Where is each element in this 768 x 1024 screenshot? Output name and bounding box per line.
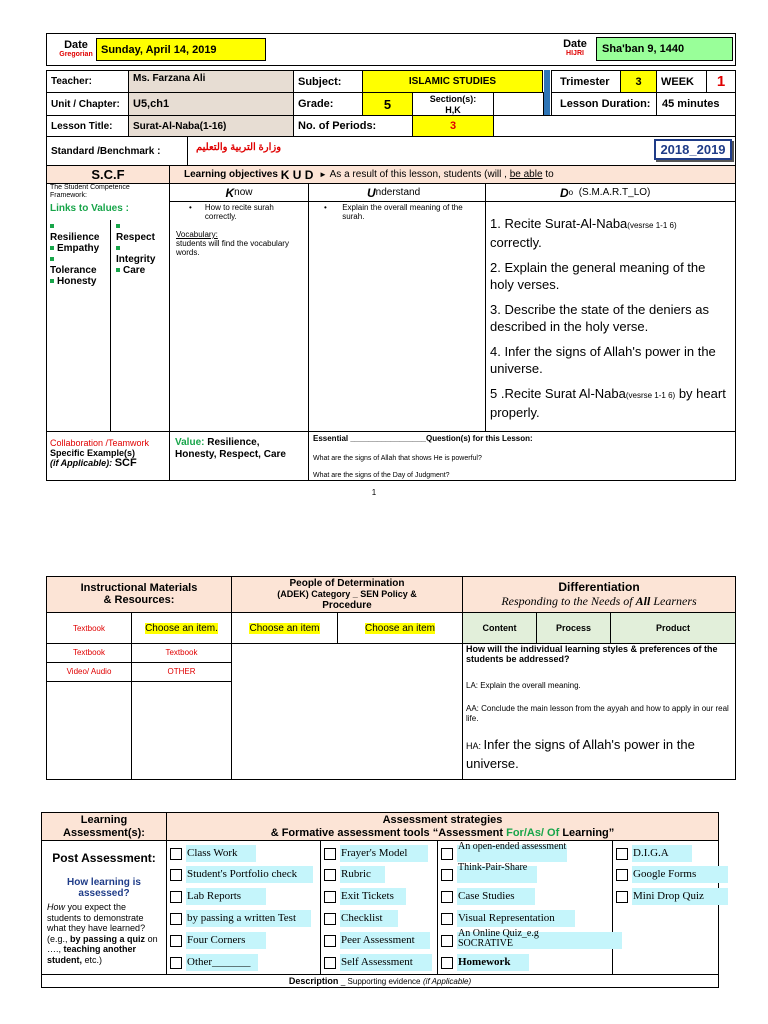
values-col2: Respect Integrity Care <box>116 221 155 276</box>
do-item: 5 .Recite Surat Al-Naba(vesrse 1-1 6) by heart properly. <box>490 386 726 420</box>
material-textbook: Textbook <box>46 612 132 644</box>
pod-dropdown-2[interactable]: Choose an item <box>337 612 463 644</box>
assessment-option-label: An open-ended assessment <box>458 841 567 852</box>
assessment-option-label: Other_______ <box>187 956 251 968</box>
assessment-checkbox[interactable] <box>324 957 336 969</box>
assessment-checkbox[interactable] <box>441 935 453 947</box>
assessment-checkbox[interactable] <box>170 913 182 925</box>
assessment-option-label: Lab Reports <box>187 890 242 902</box>
assessment-option-label: Checklist <box>341 912 383 924</box>
material-col1-items: Textbook Video/ Audio <box>66 648 112 676</box>
unit-field[interactable]: U5,ch1 <box>128 92 294 116</box>
assessment-checkbox[interactable] <box>441 869 453 881</box>
diff-product: Product <box>610 612 736 644</box>
assessment-option-label: Visual Representation <box>458 912 555 924</box>
assessment-checkbox[interactable] <box>324 891 336 903</box>
grade-label: Grade: <box>293 92 363 116</box>
essential-question-label: Essential _________________Question(s) for this Lesson: <box>313 434 533 443</box>
gregorian-date-label: Date Gregorian <box>59 39 93 58</box>
assessment-checkbox[interactable] <box>170 957 182 969</box>
duration-label: Lesson Duration: <box>551 92 657 116</box>
assessment-checkbox[interactable] <box>170 935 182 947</box>
essential-q2: What are the signs of the Day of Judgment? <box>313 472 450 479</box>
diff-how-question: How will the individual learning styles & preferences of the students be addressed? <box>466 644 718 664</box>
links-to-values: Links to Values : <box>50 203 129 214</box>
assessment-checkbox[interactable] <box>441 891 453 903</box>
assessment-option-label: An Online Quiz_e.g SOCRATIVE <box>458 928 539 949</box>
gregorian-date-field[interactable]: Sunday, April 14, 2019 <box>96 38 266 61</box>
diff-process: Process <box>536 612 611 644</box>
assessment-option-label: Exit Tickets <box>341 890 394 902</box>
assessment-checkbox[interactable] <box>616 848 628 860</box>
diff-la: LA: Explain the overall meaning. <box>466 681 581 690</box>
assessment-checkbox[interactable] <box>324 869 336 881</box>
lesson-title-extra <box>493 115 736 137</box>
assessment-checkbox[interactable] <box>170 848 182 860</box>
assessment-option-label: Homework <box>458 956 511 968</box>
assessment-checkbox[interactable] <box>170 891 182 903</box>
assessment-option-label: Student's Portfolio check <box>187 868 298 880</box>
post-assessment-label: Post Assessment: <box>52 851 156 865</box>
assessment-strategies-header: Assessment strategies & Formative assessment tools “Assessment For/As/ Of Learning” <box>166 812 719 841</box>
assessment-option-label: Google Forms <box>633 868 697 880</box>
materials-col1-rule <box>46 662 132 663</box>
academic-year-box: 2018_2019 <box>654 139 732 160</box>
page-number: 1 <box>371 488 377 497</box>
assessment-checkbox[interactable] <box>324 935 336 947</box>
assessment-checkbox[interactable] <box>441 913 453 925</box>
trimester-label: Trimester <box>551 70 621 93</box>
subject-field[interactable]: ISLAMIC STUDIES <box>362 70 543 93</box>
learning-assessment-header: Learning Assessment(s): <box>41 812 167 841</box>
diff-header: Differentiation Responding to the Needs of All Learners <box>462 576 736 613</box>
assessment-checkbox[interactable] <box>616 891 628 903</box>
lesson-title-label: Lesson Title: <box>46 115 129 137</box>
week-field[interactable]: 1 <box>706 70 736 93</box>
pod-header: People of Determination (ADEK) Category _ SEN Policy & Procedure <box>231 576 463 613</box>
do-item: 1. Recite Surat-Al-Naba(vesrse 1-1 6) correctly. <box>490 216 677 250</box>
essential-q1: What are the signs of Allah that shows He is powerful? <box>313 455 482 462</box>
do-item: 3. Describe the state of the deniers as described in the holy verse. <box>490 302 709 334</box>
standard-label: Standard /Benchmark : <box>46 136 188 166</box>
how-assessed-text: How you expect the students to demonstrate what they have learned? (e.g., by passing a quiz on …., teaching another student, etc.) <box>47 902 158 965</box>
assessment-option-label: Frayer's Model <box>341 847 408 859</box>
assessment-checkbox[interactable] <box>616 869 628 881</box>
collab-text: Collaboration /Teamwork Specific Example(s) (if Applicable): SCF <box>50 438 150 469</box>
materials-col2-rule <box>131 662 232 663</box>
value-cell: Value: Resilience, Honesty, Respect, Care <box>169 431 309 481</box>
grade-field[interactable]: 5 <box>362 92 413 116</box>
teacher-label: Teacher: <box>46 70 129 93</box>
how-assessed-label: How learning is assessed? <box>67 877 141 899</box>
assessment-checkbox[interactable] <box>324 848 336 860</box>
tools-divider-2 <box>437 840 438 975</box>
hijri-date-label: Date HIJRI <box>563 38 587 57</box>
materials-dropdown-1[interactable]: Choose an item. <box>131 612 232 644</box>
materials-header: Instructional Materials & Resources: <box>46 576 232 613</box>
assessment-option-label: Four Corners <box>187 934 246 946</box>
diff-aa: AA: Conclude the main lesson from the ayyah and how to apply in our real life. <box>466 704 729 723</box>
scf-header: S.C.F <box>46 165 170 184</box>
assessment-option-label: D.I.G.A <box>633 847 669 859</box>
tools-divider-3 <box>612 840 613 975</box>
understand-header: U nderstand <box>308 183 486 202</box>
unit-label: Unit / Chapter: <box>46 92 129 116</box>
teacher-field[interactable]: Ms. Farzana Ali <box>128 70 294 93</box>
trimester-field[interactable]: 3 <box>620 70 657 93</box>
pod-dropdown-1[interactable]: Choose an item <box>231 612 338 644</box>
assessment-checkbox[interactable] <box>324 913 336 925</box>
diff-ha: HA: Infer the signs of Allah's power in the universe. <box>466 737 695 771</box>
know-header: K now <box>169 183 309 202</box>
assessment-option-label: Think-Pair-Share <box>458 862 528 873</box>
week-label: WEEK <box>656 70 707 93</box>
pod-body[interactable] <box>231 643 463 780</box>
hijri-date-field[interactable]: Sha'ban 9, 1440 <box>596 37 733 61</box>
sections-extra-field[interactable] <box>493 92 544 116</box>
do-objectives <box>490 215 730 421</box>
ministry-text: وزارة التربية والتعليم <box>196 142 282 153</box>
material-col2-items: Textbook OTHER <box>165 648 198 676</box>
diff-content: Content <box>462 612 537 644</box>
know-bullet: • How to recite surah correctly. Vocabulary: students will find the vocabulary words. <box>176 203 289 257</box>
duration-field[interactable]: 45 minutes <box>656 92 736 116</box>
assessment-option-label: Class Work <box>187 847 238 859</box>
assessment-option-label: Case Studies <box>458 890 515 902</box>
assessment-option-label: Rubric <box>341 868 371 880</box>
assessment-checkbox[interactable] <box>441 848 453 860</box>
values-col1: Resilience Empathy Tolerance Honesty <box>50 221 99 287</box>
assessment-checkbox[interactable] <box>441 957 453 969</box>
understand-cell[interactable] <box>308 201 486 432</box>
do-item: 2. Explain the general meaning of the holy verses. <box>490 260 706 292</box>
lesson-title-field[interactable]: Surat-Al-Naba(1-16) <box>128 115 294 137</box>
sections-label: Section(s): H,K <box>412 92 494 116</box>
blue-divider <box>544 70 550 115</box>
periods-label: No. of Periods: <box>293 115 413 137</box>
understand-bullet: • Explain the overall meaning of the surah. <box>324 203 463 221</box>
do-item: 4. Infer the signs of Allah's power in the universe. <box>490 344 716 376</box>
scf-column-divider <box>110 220 111 432</box>
assessment-option-label: Peer Assessment <box>341 934 415 946</box>
assessment-option-label: Self Assessment <box>341 956 413 968</box>
subject-label: Subject: <box>293 70 363 93</box>
competence-text: The Student Competence Framework: <box>50 184 130 199</box>
description-row: Description _ Supporting evidence (if Applicable) <box>41 974 719 988</box>
objectives-header: Learning objectives K U D ► As a result of this lesson, students (will , be able to <box>169 165 736 184</box>
tools-divider-1 <box>320 840 321 975</box>
do-header: D o (S.M.A.R.T_LO) <box>485 183 736 202</box>
assessment-checkbox[interactable] <box>170 869 182 881</box>
assessment-option-label: Mini Drop Quiz <box>633 890 704 902</box>
periods-field[interactable]: 3 <box>412 115 494 137</box>
assessment-option-label: by passing a written Test <box>187 912 297 924</box>
